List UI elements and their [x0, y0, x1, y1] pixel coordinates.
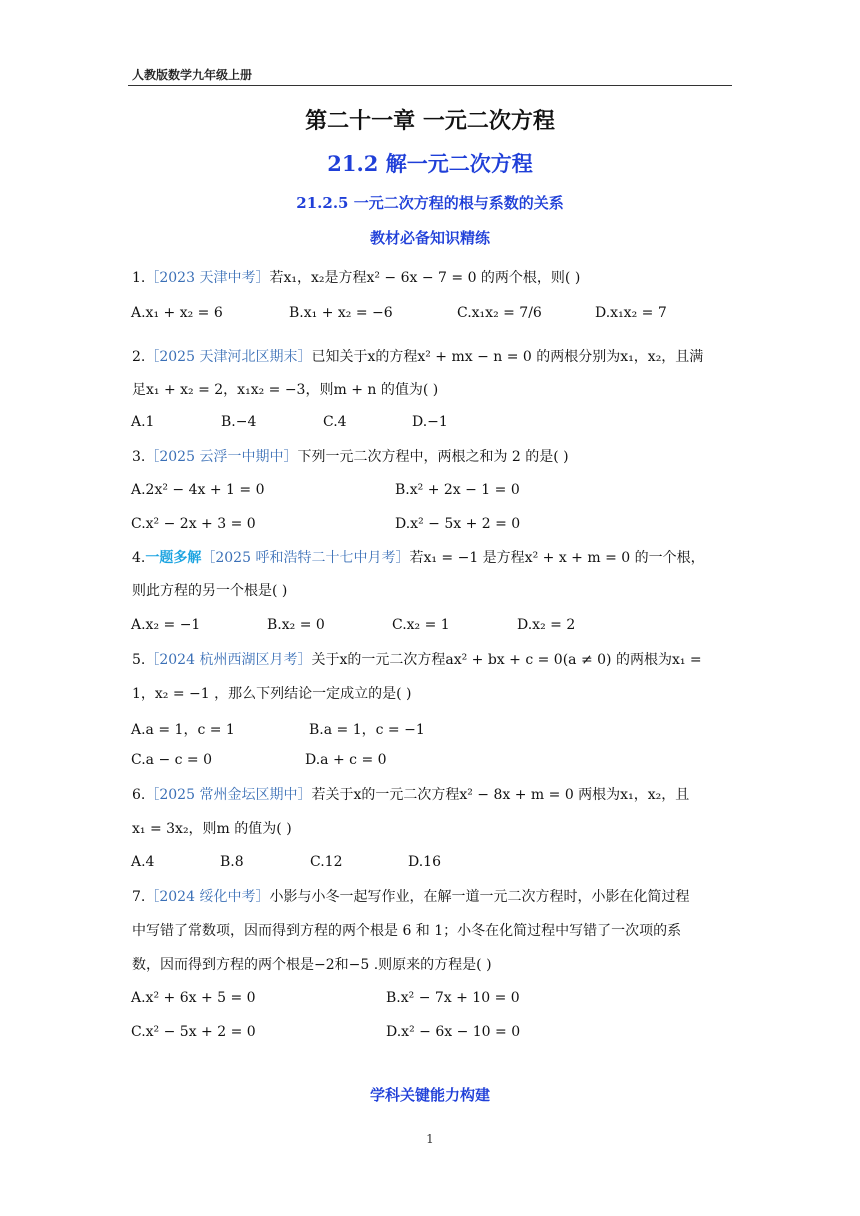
question-5-option-a: A.a = 1，c = 1 — [131, 722, 235, 738]
page-header: 人教版数学九年级上册 — [132, 68, 253, 82]
question-7-stem-line3: 数，因而得到方程的两个根是−2和−5 .则原来的方程是( ) — [132, 957, 492, 973]
page-number: 1 — [426, 1132, 434, 1146]
question-6-option-b: B.8 — [220, 854, 244, 870]
question-2-stem-line1: 2.［2025 天津河北区期末］已知关于x的方程x² + mx − n = 0 的两根分别为x₁，x₂，且满 — [132, 349, 704, 365]
question-5-option-d: D.a + c = 0 — [305, 752, 387, 768]
question-source: ［2025 云浮一中期中］ — [145, 449, 298, 465]
question-6-stem-line1: 6.［2025 常州金坛区期中］若关于x的一元二次方程x² − 8x + m = 0 两根为x₁，x₂，且 — [132, 787, 690, 803]
question-7-stem-line2: 中写错了常数项，因而得到方程的两个根是 6 和 1；小冬在化简过程中写错了一次项的系 — [132, 923, 682, 939]
question-7-option-b: B.x² − 7x + 10 = 0 — [386, 990, 520, 1006]
question-1-stem: 1.［2023 天津中考］若x₁，x₂是方程x² − 6x − 7 = 0 的两个根，则( ) — [132, 270, 581, 286]
question-2-option-c: C.4 — [323, 414, 347, 430]
question-5-option-c: C.a − c = 0 — [131, 752, 213, 768]
question-source: ［2024 绥化中考］ — [145, 889, 270, 905]
question-3-stem: 3.［2025 云浮一中期中］下列一元二次方程中，两根之和为 2 的是( ) — [132, 449, 569, 465]
question-6-stem-line2: x₁ = 3x₂，则m 的值为( ) — [132, 821, 292, 837]
question-source: ［2025 天津河北区期末］ — [145, 349, 312, 365]
part-title-ability: 学科关键能力构建 — [369, 1086, 490, 1104]
question-source: ［2025 呼和浩特二十七中月考］ — [201, 550, 410, 566]
question-6-option-a: A.4 — [131, 854, 155, 870]
question-2-option-b: B.−4 — [221, 414, 257, 430]
section-title: 21.2 解一元二次方程 — [327, 151, 533, 176]
question-3-option-d: D.x² − 5x + 2 = 0 — [395, 516, 521, 532]
question-6-option-c: C.12 — [310, 854, 343, 870]
question-3-option-c: C.x² − 2x + 3 = 0 — [131, 516, 256, 532]
question-4-option-c: C.x₂ = 1 — [392, 617, 450, 633]
question-source: ［2024 杭州西湖区月考］ — [145, 652, 312, 668]
question-7-option-a: A.x² + 6x + 5 = 0 — [131, 990, 256, 1006]
question-source: ［2025 常州金坛区期中］ — [145, 787, 312, 803]
question-5-stem-line2: 1，x₂ = −1 ，那么下列结论一定成立的是( ) — [132, 686, 412, 702]
subsection-title: 21.2.5 一元二次方程的根与系数的关系 — [296, 194, 564, 212]
question-4-option-b: B.x₂ = 0 — [267, 617, 325, 633]
question-4-option-d: D.x₂ = 2 — [517, 617, 576, 633]
question-3-option-b: B.x² + 2x − 1 = 0 — [395, 482, 520, 498]
part-title-knowledge: 教材必备知识精练 — [369, 229, 490, 247]
question-2-option-a: A.1 — [131, 414, 155, 430]
question-tag: 一题多解 — [145, 550, 202, 566]
question-5-stem-line1: 5.［2024 杭州西湖区月考］关于x的一元二次方程ax² + bx + c = 0(a ≠ 0) 的两根为x₁ = — [132, 652, 702, 668]
question-1-option-c: C.x₁x₂ = 7/6 — [457, 305, 542, 321]
question-source: ［2023 天津中考］ — [145, 270, 270, 286]
question-4-stem-line2: 则此方程的另一个根是( ) — [132, 583, 288, 599]
question-7-option-d: D.x² − 6x − 10 = 0 — [386, 1024, 521, 1040]
question-4-option-a: A.x₂ = −1 — [131, 617, 201, 633]
question-4-stem-line1: 4.一题多解［2025 呼和浩特二十七中月考］若x₁ = −1 是方程x² + x + m = 0 的一个根， — [132, 550, 705, 566]
question-1-option-b: B.x₁ + x₂ = −6 — [289, 305, 393, 321]
question-2-option-d: D.−1 — [412, 414, 448, 430]
question-5-option-b: B.a = 1，c = −1 — [309, 722, 425, 738]
question-1-option-a: A.x₁ + x₂ = 6 — [131, 305, 223, 321]
question-7-stem-line1: 7.［2024 绥化中考］小影与小冬一起写作业，在解一道一元二次方程时，小影在化简过程 — [132, 889, 690, 905]
chapter-title: 第二十一章 一元二次方程 — [305, 108, 555, 134]
question-3-option-a: A.2x² − 4x + 1 = 0 — [131, 482, 265, 498]
question-2-stem-line2: 足x₁ + x₂ = 2，x₁x₂ = −3，则m + n 的值为( ) — [132, 382, 439, 398]
header-rule — [128, 85, 732, 86]
question-1-option-d: D.x₁x₂ = 7 — [595, 305, 667, 321]
question-7-option-c: C.x² − 5x + 2 = 0 — [131, 1024, 256, 1040]
question-6-option-d: D.16 — [408, 854, 441, 870]
